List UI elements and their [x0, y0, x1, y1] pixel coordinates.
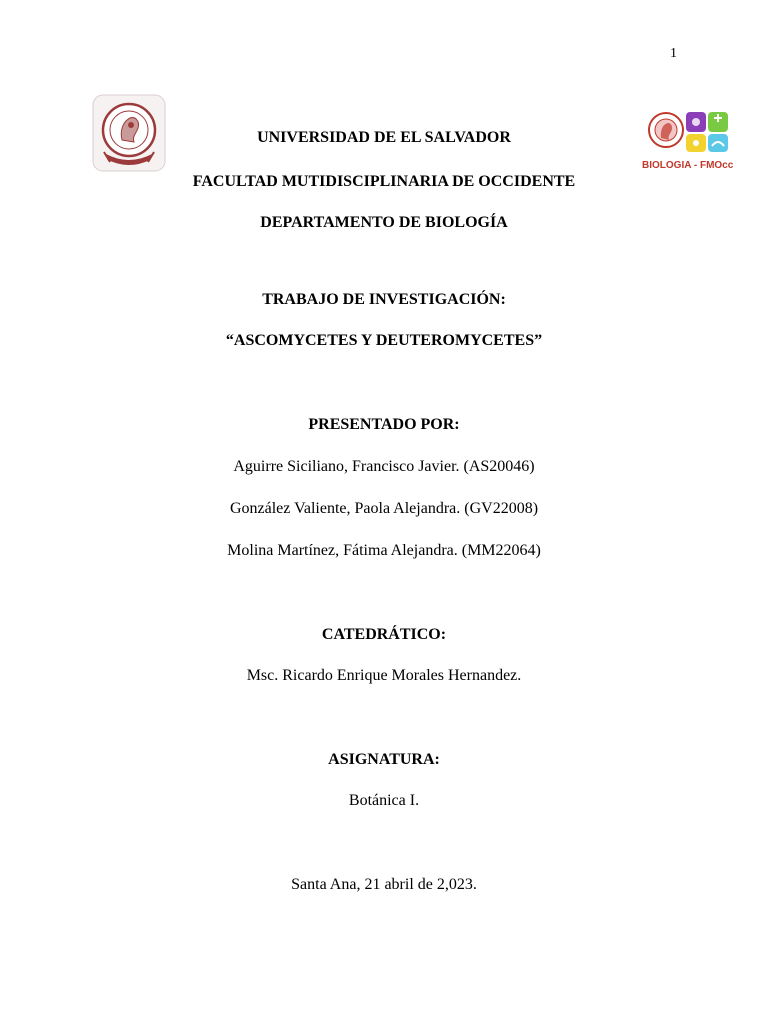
university-name: UNIVERSIDAD DE EL SALVADOR: [257, 129, 511, 146]
department-name: DEPARTAMENTO DE BIOLOGÍA: [260, 214, 508, 231]
place-date: Santa Ana, 21 abril de 2,023.: [291, 876, 477, 893]
professor-heading: CATEDRÁTICO:: [321, 626, 447, 643]
presented-by-heading: PRESENTADO POR:: [308, 416, 460, 433]
page-number: 1: [670, 46, 677, 61]
work-type: TRABAJO DE INVESTIGACIÓN:: [262, 291, 506, 308]
author-2: González Valiente, Paola Alejandra. (GV22008): [229, 500, 539, 517]
work-title: “ASCOMYCETES Y DEUTEROMYCETES”: [225, 332, 543, 349]
subject-name: Botánica I.: [348, 792, 420, 809]
professor-name: Msc. Ricardo Enrique Morales Hernandez.: [246, 667, 522, 684]
author-1: Aguirre Siciliano, Francisco Javier. (AS20046): [233, 458, 535, 475]
subject-heading: ASIGNATURA:: [328, 751, 440, 768]
author-3: Molina Martínez, Fátima Alejandra. (MM22064): [227, 542, 541, 559]
biology-logo-label: BIOLOGIA - FMOcc: [642, 160, 734, 171]
faculty-name: FACULTAD MUTIDISCIPLINARIA DE OCCIDENTE: [192, 173, 576, 190]
